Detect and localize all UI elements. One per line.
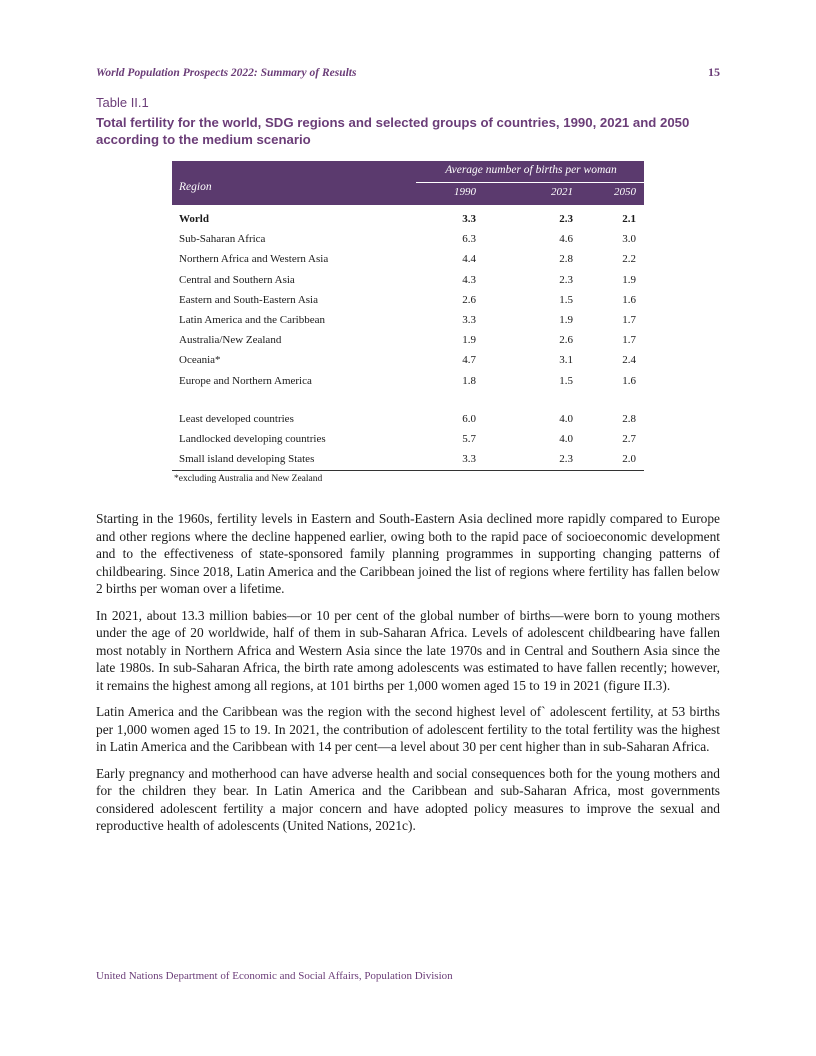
table-row bbox=[172, 331, 644, 351]
value-2050: 2.0 bbox=[622, 453, 636, 466]
table-label: Table II.1 bbox=[96, 95, 149, 110]
value-1990: 6.3 bbox=[462, 233, 476, 246]
value-2021: 4.6 bbox=[559, 233, 573, 246]
table-row bbox=[172, 430, 644, 450]
paragraph: Starting in the 1960s, fertility levels in Eastern and South-Eastern Asia declined more rapidly compared to Europe and other regions where the decline happened earlier, owing both to the rapid pace of socioeconomic development and to the effectiveness of state-sponsored family planning programmes in supporting changing patterns of childbearing. Since 2018, Latin America and the Caribbean joined the list of regions where fertility has fallen below 2 births per woman over a lifetime. bbox=[96, 511, 720, 596]
value-2021: 3.1 bbox=[559, 354, 573, 367]
table-row bbox=[172, 230, 644, 250]
value-1990: 4.7 bbox=[462, 354, 476, 367]
value-2021: 2.8 bbox=[559, 253, 573, 266]
table-row bbox=[172, 250, 644, 270]
value-2050: 1.9 bbox=[622, 273, 636, 286]
region-name: Central and Southern Asia bbox=[179, 273, 295, 286]
value-2021: 2.3 bbox=[559, 213, 573, 225]
value-2050: 2.1 bbox=[622, 213, 636, 225]
page-header bbox=[96, 65, 720, 83]
page-footer: United Nations Department of Economic and Social Affairs, Population Division bbox=[96, 970, 453, 982]
value-2050: 2.8 bbox=[622, 412, 636, 425]
value-1990: 6.0 bbox=[462, 412, 476, 425]
births-group-header: Average number of births per woman bbox=[445, 164, 617, 176]
table-footnote: *excluding Australia and New Zealand bbox=[174, 474, 323, 484]
region-name: Oceania* bbox=[179, 354, 221, 367]
year-2021-header: 2021 bbox=[551, 186, 573, 198]
value-1990: 3.3 bbox=[462, 213, 476, 225]
table-body-regions bbox=[172, 210, 644, 392]
region-name: Landlocked developing countries bbox=[179, 432, 326, 445]
year-1990-header: 1990 bbox=[454, 186, 476, 198]
value-2021: 2.3 bbox=[559, 273, 573, 286]
value-2050: 3.0 bbox=[622, 233, 636, 246]
value-1990: 2.6 bbox=[462, 293, 476, 306]
region-name: Least developed countries bbox=[179, 412, 294, 425]
value-1990: 3.3 bbox=[462, 453, 476, 466]
table-row bbox=[172, 372, 644, 392]
table-row bbox=[172, 410, 644, 430]
fertility-table bbox=[172, 161, 644, 471]
value-2021: 1.5 bbox=[559, 293, 573, 306]
value-2021: 1.9 bbox=[559, 313, 573, 326]
value-2021: 2.6 bbox=[559, 334, 573, 347]
table-bottom-rule bbox=[172, 470, 644, 471]
value-1990: 4.3 bbox=[462, 273, 476, 286]
value-2050: 2.2 bbox=[622, 253, 636, 266]
paragraph: Latin America and the Caribbean was the region with the second highest level of` adolescent fertility, at 53 births per 1,000 women aged 15 to 19. In 2021, the contribution of adolescent fertility to the total fertility was the highest in Latin America and the Caribbean with 14 per cent—a level about 30 per cent higher than in sub-Saharan Africa. bbox=[96, 704, 720, 754]
value-2050: 1.7 bbox=[622, 334, 636, 347]
value-2021: 4.0 bbox=[559, 432, 573, 445]
table-title: Total fertility for the world, SDG regions and selected groups of countries, 1990, 2021 and 2050 according to the medium scenario bbox=[96, 115, 690, 147]
value-1990: 4.4 bbox=[462, 253, 476, 266]
table-row bbox=[172, 311, 644, 331]
region-name: Australia/New Zealand bbox=[179, 334, 282, 347]
region-name: Sub-Saharan Africa bbox=[179, 233, 266, 246]
page-number: 15 bbox=[708, 65, 720, 79]
paragraph: In 2021, about 13.3 million babies—or 10 per cent of the global number of births—were born to young mothers under the age of 20 worldwide, half of them in sub-Saharan Africa. Levels of adolescent childbearing have fallen most notably in Northern Africa and Western Asia since the late 1970s and in Central and Southern Asia since the late 1980s. In sub-Saharan Africa, the birth rate among adolescents was estimated to have fallen recently; however, it remains the highest among all regions, at 101 births per 1,000 women aged 15 to 19 in 2021 (figure II.3). bbox=[96, 607, 720, 693]
region-name: World bbox=[179, 213, 209, 225]
table-row bbox=[172, 291, 644, 311]
region-column-header: Region bbox=[179, 181, 212, 193]
value-1990: 5.7 bbox=[462, 432, 476, 445]
table-body-groups bbox=[172, 410, 644, 471]
region-name: Small island developing States bbox=[179, 453, 315, 466]
table-row bbox=[172, 271, 644, 291]
region-name: Northern Africa and Western Asia bbox=[179, 253, 329, 266]
table-row bbox=[172, 450, 644, 470]
table-header bbox=[172, 161, 644, 205]
table-row bbox=[172, 210, 644, 230]
value-2050: 1.7 bbox=[622, 313, 636, 326]
paragraph: Early pregnancy and motherhood can have adverse health and social consequences both for the young mothers and for the children they bear. In Latin America and the Caribbean and sub-Saharan Africa, most governments considered adolescent fertility a major concern and have adopted policy measures to improve the sexual and reproductive health of adolescents (United Nations, 2021c). bbox=[96, 765, 720, 833]
value-2050: 1.6 bbox=[622, 374, 636, 387]
value-2021: 2.3 bbox=[559, 453, 573, 466]
year-2050-header: 2050 bbox=[614, 186, 636, 198]
value-2021: 1.5 bbox=[559, 374, 573, 387]
value-1990: 1.9 bbox=[462, 334, 476, 347]
region-name: Eastern and South-Eastern Asia bbox=[179, 293, 318, 306]
value-1990: 3.3 bbox=[462, 313, 476, 326]
body-text bbox=[96, 510, 720, 844]
value-2050: 1.6 bbox=[622, 293, 636, 306]
value-1990: 1.8 bbox=[462, 374, 476, 387]
table-row bbox=[172, 351, 644, 371]
value-2021: 4.0 bbox=[559, 412, 573, 425]
running-title: World Population Prospects 2022: Summary of Results bbox=[96, 67, 357, 79]
value-2050: 2.4 bbox=[622, 354, 636, 367]
region-name: Latin America and the Caribbean bbox=[179, 313, 325, 326]
region-name: Europe and Northern America bbox=[179, 374, 312, 387]
value-2050: 2.7 bbox=[622, 432, 636, 445]
